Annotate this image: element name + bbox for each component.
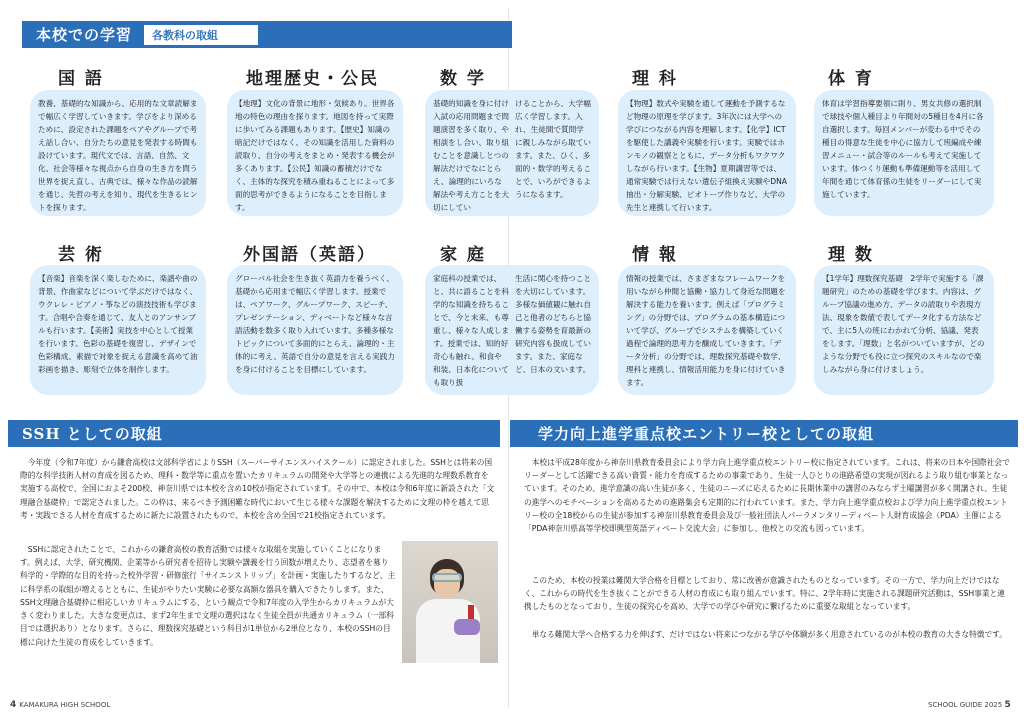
subject-text-rika: 【物理】数式や実験を通して運動を予測するなど物理の原理を学びます。3年次には大学への学びにつながる内容を理解します。【化学】ICTを駆使した講義や実験を行います。実験ではホンモノの観察とともに、データ分析もワクワクしながら行います。【生物】夏期講習等では、通常実験では行えない遺伝子組換え実験やDNA抽出・分解実験、ビオトープ作りなど、大学の先生と連携して行います。	[626, 99, 788, 213]
subject-box-geijutsu	[30, 265, 206, 395]
study-section-title: 本校での学習	[36, 26, 133, 44]
subject-title-rika: 理 科	[632, 69, 678, 89]
subject-title-risu: 理 数	[828, 245, 874, 265]
gakuryoku-section-title: 学力向上進学重点校エントリー校としての取組	[538, 425, 875, 443]
ssh-paragraph-1: 今年度（令和7年度）から鎌倉高校は文部科学省によりSSH（スーパーサイエンスハイスクール）に認定されました。SSHとは将来の国際的な科学技術人材の育成を図るため、理科・数学等に重点を置いたカリキュラムの開発や大学等との連携による先進的な理数系教育を実施する高校で、全国におよそ200校、神奈川県では本校を含め10校が指定されています。その中で、本校は令和6年度に新設された「文理融合基礎枠」で認定されました。この枠は、来るべき予測困難な時代において生じる様々な課題を解決するために文理の枠を越えて思考・実践できる人材を育成するために新たに設置されたもので、本校を含め全国で21校指定されています。	[20, 458, 495, 520]
footer-right	[928, 700, 1014, 710]
subject-title-gaikokugo: 外国語（英語）	[243, 245, 376, 265]
page-number-left: 4	[10, 700, 17, 710]
subject-title-chireki: 地理歴史・公民	[246, 69, 379, 89]
study-section-subtitle: 各教科の取組	[144, 25, 258, 45]
subject-box-katei	[425, 265, 599, 395]
subject-title-geijutsu: 芸 術	[58, 245, 104, 265]
subject-title-taiiku: 体 育	[828, 69, 874, 89]
ssh-paragraph-2: SSHに認定されたことで、これからの鎌倉高校の教育活動では様々な取組を実施していくことになります。例えば、大学、研究機関、企業等から研究者を招待し実験や講義を行う回数が増えたり、志望者を募り科学的・学際的な目的を持った校外学習・研修旅行「サイエンストリップ」を計画・実施したりするなど、主に科学系の取組が増えるとともに、生徒がやりたい実験に必要な高額な器具を購入できたりします。また、SSH文理融合基礎枠に相応しいカリキュラムにする、という観点で令和7年度の入学生からカリキュラムが大きく変わりました。大きな変更点は、まず2年生まで文理の選択はなく生徒全員が共通カリキュラム（一部科目では選択あり）となります。さらに、理数探究基礎という科目が1単位から2単位となり、本校のSSHの目標に向けた生徒の育成をしていきます。	[20, 545, 396, 647]
subject-box-sugaku	[425, 90, 599, 216]
subject-text-sugaku-b: けることから、大学幅広く学習します。入れ、生徒間で質問学に親しみながら取ています。また、ひく、多面的・数学的考えることで、いろができるようになるます。	[515, 99, 591, 200]
footer-guide-name: SCHOOL GUIDE 2025	[928, 701, 1003, 709]
footer-left	[10, 700, 110, 710]
study-section-banner	[22, 21, 512, 48]
student-experiment-photo	[402, 541, 498, 663]
gakuryoku-section-banner	[510, 420, 1018, 447]
ssh-section-title: SSH としての取組	[22, 425, 163, 443]
ssh-section-banner	[8, 420, 500, 447]
page-number-right: 5	[1004, 700, 1011, 710]
footer-school-name: KAMAKURA HIGH SCHOOL	[19, 701, 111, 709]
subject-text-risu: 【1学年】理数探究基礎 2学年で実施する「課題研究」のための基礎を学びます。内容は、グループ協議の進め方、データの読取りや表現方法、現象を数値で表してデータ化する方法などで、主に5人の班にわかれて分析、協議、発表をします。「理数」と名がついていますが、どのような分野でも役に立つ探究のスキルなので楽しみながら身に付けましょう。	[822, 274, 985, 375]
subject-title-katei: 家 庭	[440, 245, 486, 265]
subject-box-kokugo	[30, 90, 206, 216]
subject-text-katei-b: 生活に関心を持つことを大切にしています。多様な価値観に触れ自己と他者のどちらと協働する姿勢を育最新の研究内容も扱成しています。また、家庭など、日本の文います。	[515, 274, 591, 375]
subject-box-risu	[814, 265, 994, 395]
subject-text-katei-a: 家庭科の授業では、と、共に語ることを科学的な知識を持ちることで、今と未来、も尊重し、様々な人成します。授業では、知的好奇心も触れ、和食や和装、日本化についても取り扱	[433, 274, 509, 388]
subject-text-kokugo: 教養、基礎的な知識から、応用的な文章読解まで幅広く学習していきます。学びをより深めるために、設定された課題をペアやグループで考え話し合い、自分たちの意見を発表する時間も設けています。現代文では、言語、自然、文化、社会等様々な視点から自身の生き方を問う世界を捉え直し、古典では、様々な作品の読解を通じ、先哲の考えを知り、現代を生きるヒントを探ります。	[38, 99, 198, 213]
subject-box-chireki	[227, 90, 403, 216]
subject-text-chireki: 【地理】文化の背景に地形・気候あり。世界各地の特色の理由を探ります。地図を持って実際に歩いてみる課題もあります。【歴史】知識の暗記だけではなく、その知識を活用した資料の読取り、自分の考えをまとめ・発表する機会が多くあります。【公民】知識の蓄積だけでなく、主体的な探究を積み重ねることによって多面的思考ができるようになることを目指します。	[235, 99, 395, 213]
subject-text-gaikokugo: グローバル社会を生き抜く英語力を養うべく、基礎から応用まで幅広く学習します。授業では、ペアワーク、グループワーク、スピーチ、プレゼンテーション、ディベートなど様々な言語活動を数多く取り入れています。多種多様なトピックについて多面的にとらえ、論理的・主体的に考え、英語で自分の意見を言える実践力を身に付けることを目標にしています。	[235, 274, 395, 375]
subject-text-geijutsu: 【音楽】音楽を深く楽しむために、楽譜や曲の背景、作曲家などについて学ぶだけではなく、ウクレレ・ピアノ・筝などの演技技術も学びます。合唱や合奏を通じて、友人とのアンサンブルも行います。【美術】実技を中心として授業を行います。色彩の基礎を復習し、デザインで色彩構成、素描で対象を捉える意識を高めて油彩画を描き、彫刻で立体を制作します。	[38, 274, 198, 375]
subject-box-rika	[618, 90, 796, 216]
subject-title-joho: 情 報	[632, 245, 678, 265]
subject-box-gaikokugo	[227, 265, 403, 395]
subject-text-sugaku-a: 基礎的知識を身に付け入試の応用問題まで問題演習を多く取り、や相談をし合い、取り組むことを意識しとつの解法だけでなにとらえ、論理的にいろな解法や考え方ことを大切にしてい	[433, 99, 509, 213]
subject-title-sugaku: 数 学	[440, 69, 486, 89]
subject-text-taiiku: 体育は学習指導要領に則り、男女共修の選択制で球技や個人種目より年間対の5種目を4月に各自選択します。毎回メンバーが変わる中でその種目の得意な生徒を中心に協力して班編成や練習メニュー・試合等のルールも考えて実施しています。体つくり運動も準備運動等を活用して年間を通じて体育係の生徒をリーダーにして実施しています。	[822, 99, 984, 200]
subject-box-joho	[618, 265, 796, 395]
subject-box-taiiku	[814, 90, 994, 216]
gakuryoku-paragraph-3: 単なる難関大学へ合格する力を伸ばす、だけではない将来につながる学びや体験が多く用意されているのが本校の教育の大きな特徴です。	[531, 630, 1007, 639]
subject-title-kokugo: 国 語	[58, 69, 104, 89]
gakuryoku-paragraph-1: 本校は平成28年度から神奈川県教育委員会により学力向上進学重点校エントリー校に指定されています。これは、将来の日本や国際社会でリーダーとして活躍できる高い資質・能力を育成するための事業であり、生徒一人ひとりの進路希望の実現が図れるよう取り組む事業となっています。そのため、進学意識の高い生徒が多く、生徒のニーズに応えるために長期休業中の講習のみならず土曜講習が多く開講され、生徒の進学へのモチベーションを高めるための進路集会も定期的に行われています。また、学力向上進学重点校および学力向上進学重点校エントリー校の全18校からの生徒が参加する神奈川県教育委員会及び一般社団法人パーラメンタリーディベート人財育成協会（PDA）主催による「PDA神奈川県高等学校即興型英語ディベート交流大会」に参加し、他校との交流も図っています。	[524, 458, 1010, 534]
gakuryoku-paragraph-2: このため、本校の授業は難関大学合格を目標としており、常に改善が意識されたものとなっています。その一方で、学力向上だけではなく、これからの時代を生き抜くことができる人材の育成にも取り組んでいます。特に、2学年時に実施される課題研究活動は、SSH事業と連携したものとなっており、生徒の探究心を高め、大学での学びや研究に繋げるために重要な取組となっています。	[524, 576, 1005, 612]
subject-text-joho: 情報の授業では、さまざまなフレームワークを用いながら仲間と協働・協力して身近な問題を解決する能力を養います。例えば「プログラミング」の分野では、プログラムの基本構造について学び、グループでシステムを構築していく過程で論理的思考力を醸成していきます。「データ分析」の分野では、理数探究基礎や数学、理科と連携し、情報活用能力を身に付けていきます。	[626, 274, 786, 388]
